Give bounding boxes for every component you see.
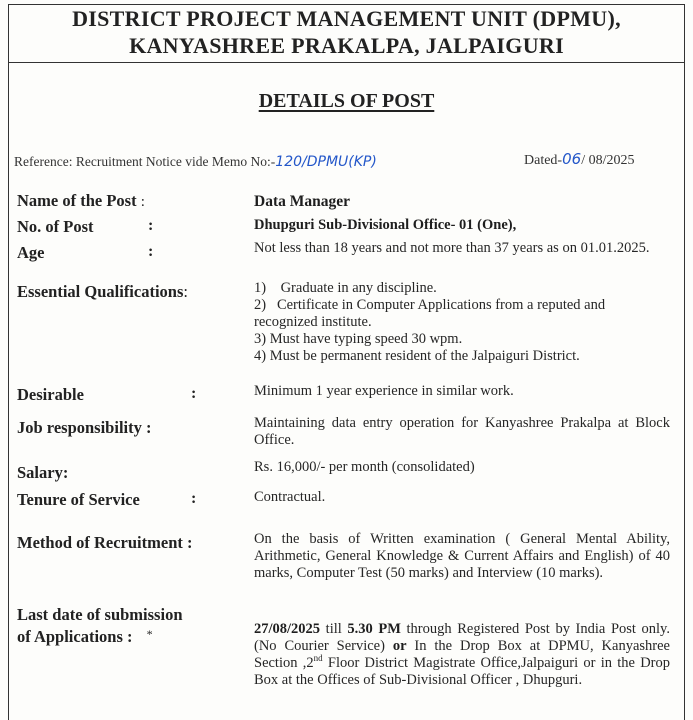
qualification-item: 3) Must have typing speed 30 wpm. xyxy=(254,331,463,347)
header-divider xyxy=(9,62,684,63)
label-name-of-post-text: Name of the Post xyxy=(17,191,137,210)
colon-no-of-post: : xyxy=(148,217,154,234)
last-date-sup: nd xyxy=(313,653,323,664)
colon-desirable: : xyxy=(191,385,197,402)
label-last-date-line1: Last date of submission xyxy=(17,605,183,624)
last-date-text2: In the Drop Box at DPMU, Kanyashree Section ,2 xyxy=(254,638,670,671)
label-desirable: Desirable xyxy=(17,385,84,404)
qualification-item: 2) Certificate in Computer Applications from a reputed and recognized institute. xyxy=(254,297,609,330)
label-last-date-line2-text: of Applications : xyxy=(17,627,133,646)
qualifications-list xyxy=(254,280,670,365)
memo-number-handwritten: 120/DPMU(KP) xyxy=(275,154,377,170)
value-no-of-post: Dhupguri Sub-Divisional Office- 01 (One), xyxy=(254,217,517,233)
reference-prefix: Reference: Recruitment Notice vide Memo No:- xyxy=(14,154,276,169)
last-date-till: till xyxy=(320,621,348,637)
label-salary: Salary: xyxy=(17,463,69,482)
qualification-item: 4) Must be permanent resident of the Jalpaiguri District. xyxy=(254,348,580,364)
value-name-of-post: Data Manager xyxy=(254,193,350,210)
label-no-of-post: No. of Post xyxy=(17,217,94,236)
value-last-date xyxy=(254,621,670,689)
label-essential-qualifications xyxy=(17,282,188,302)
dated-rest: / 08/2025 xyxy=(581,153,635,168)
value-salary: Rs. 16,000/- per month (consolidated) xyxy=(254,459,475,475)
reference-line xyxy=(14,154,377,170)
value-age: Not less than 18 years and not more than 37 years as on 01.01.2025. xyxy=(254,240,650,256)
document-title: DETAILS OF POST xyxy=(258,90,435,112)
last-date-value: 27/08/2025 xyxy=(254,621,321,637)
label-job-responsibility: Job responsibility : xyxy=(17,418,152,437)
label-method-of-recruitment: Method of Recruitment : xyxy=(17,533,193,552)
stray-mark: * xyxy=(146,627,153,641)
value-method-of-recruitment: On the basis of Written examination ( General Mental Ability, Arithmetic, General Knowledge & Current Affairs and English) of 40 marks, Computer Test (50 marks) and Interview (10 marks). xyxy=(254,531,670,581)
value-desirable: Minimum 1 year experience in similar work. xyxy=(254,383,514,399)
label-tenure-of-service: Tenure of Service xyxy=(17,490,140,509)
value-job-responsibility: Maintaining data entry operation for Kanyashree Prakalpa at Block Office. xyxy=(254,415,670,448)
last-date-or: or xyxy=(392,638,407,654)
label-name-of-post xyxy=(17,191,145,211)
colon-tenure: : xyxy=(191,490,197,507)
last-date-text1: through Registered Post by India Post only. (No Courier Service) xyxy=(254,621,670,654)
dated-day-handwritten: 06 xyxy=(562,150,582,168)
label-essential-qualifications-text: Essential Qualifications xyxy=(17,282,184,301)
org-name-line2: KANYASHREE PRAKALPA, JALPAIGURI xyxy=(129,33,564,58)
last-time-value: 5.30 PM xyxy=(347,621,401,637)
colon-age: : xyxy=(148,243,154,260)
dated-line xyxy=(524,150,634,169)
label-last-date-line2 xyxy=(17,627,153,647)
label-age: Age xyxy=(17,243,45,262)
colon-name-of-post: : xyxy=(140,194,145,210)
dated-prefix: Dated- xyxy=(524,153,563,168)
qualification-item: 1) Graduate in any discipline. xyxy=(254,280,437,296)
org-name-line1: DISTRICT PROJECT MANAGEMENT UNIT (DPMU), xyxy=(72,6,621,31)
colon-essential-qualifications: : xyxy=(183,282,188,301)
last-date-text3: Floor District Magistrate Office,Jalpaiguri or in the Drop Box at the Offices of Sub-Divisional Officer , Dhupguri. xyxy=(254,655,670,688)
value-tenure-of-service: Contractual. xyxy=(254,489,326,505)
